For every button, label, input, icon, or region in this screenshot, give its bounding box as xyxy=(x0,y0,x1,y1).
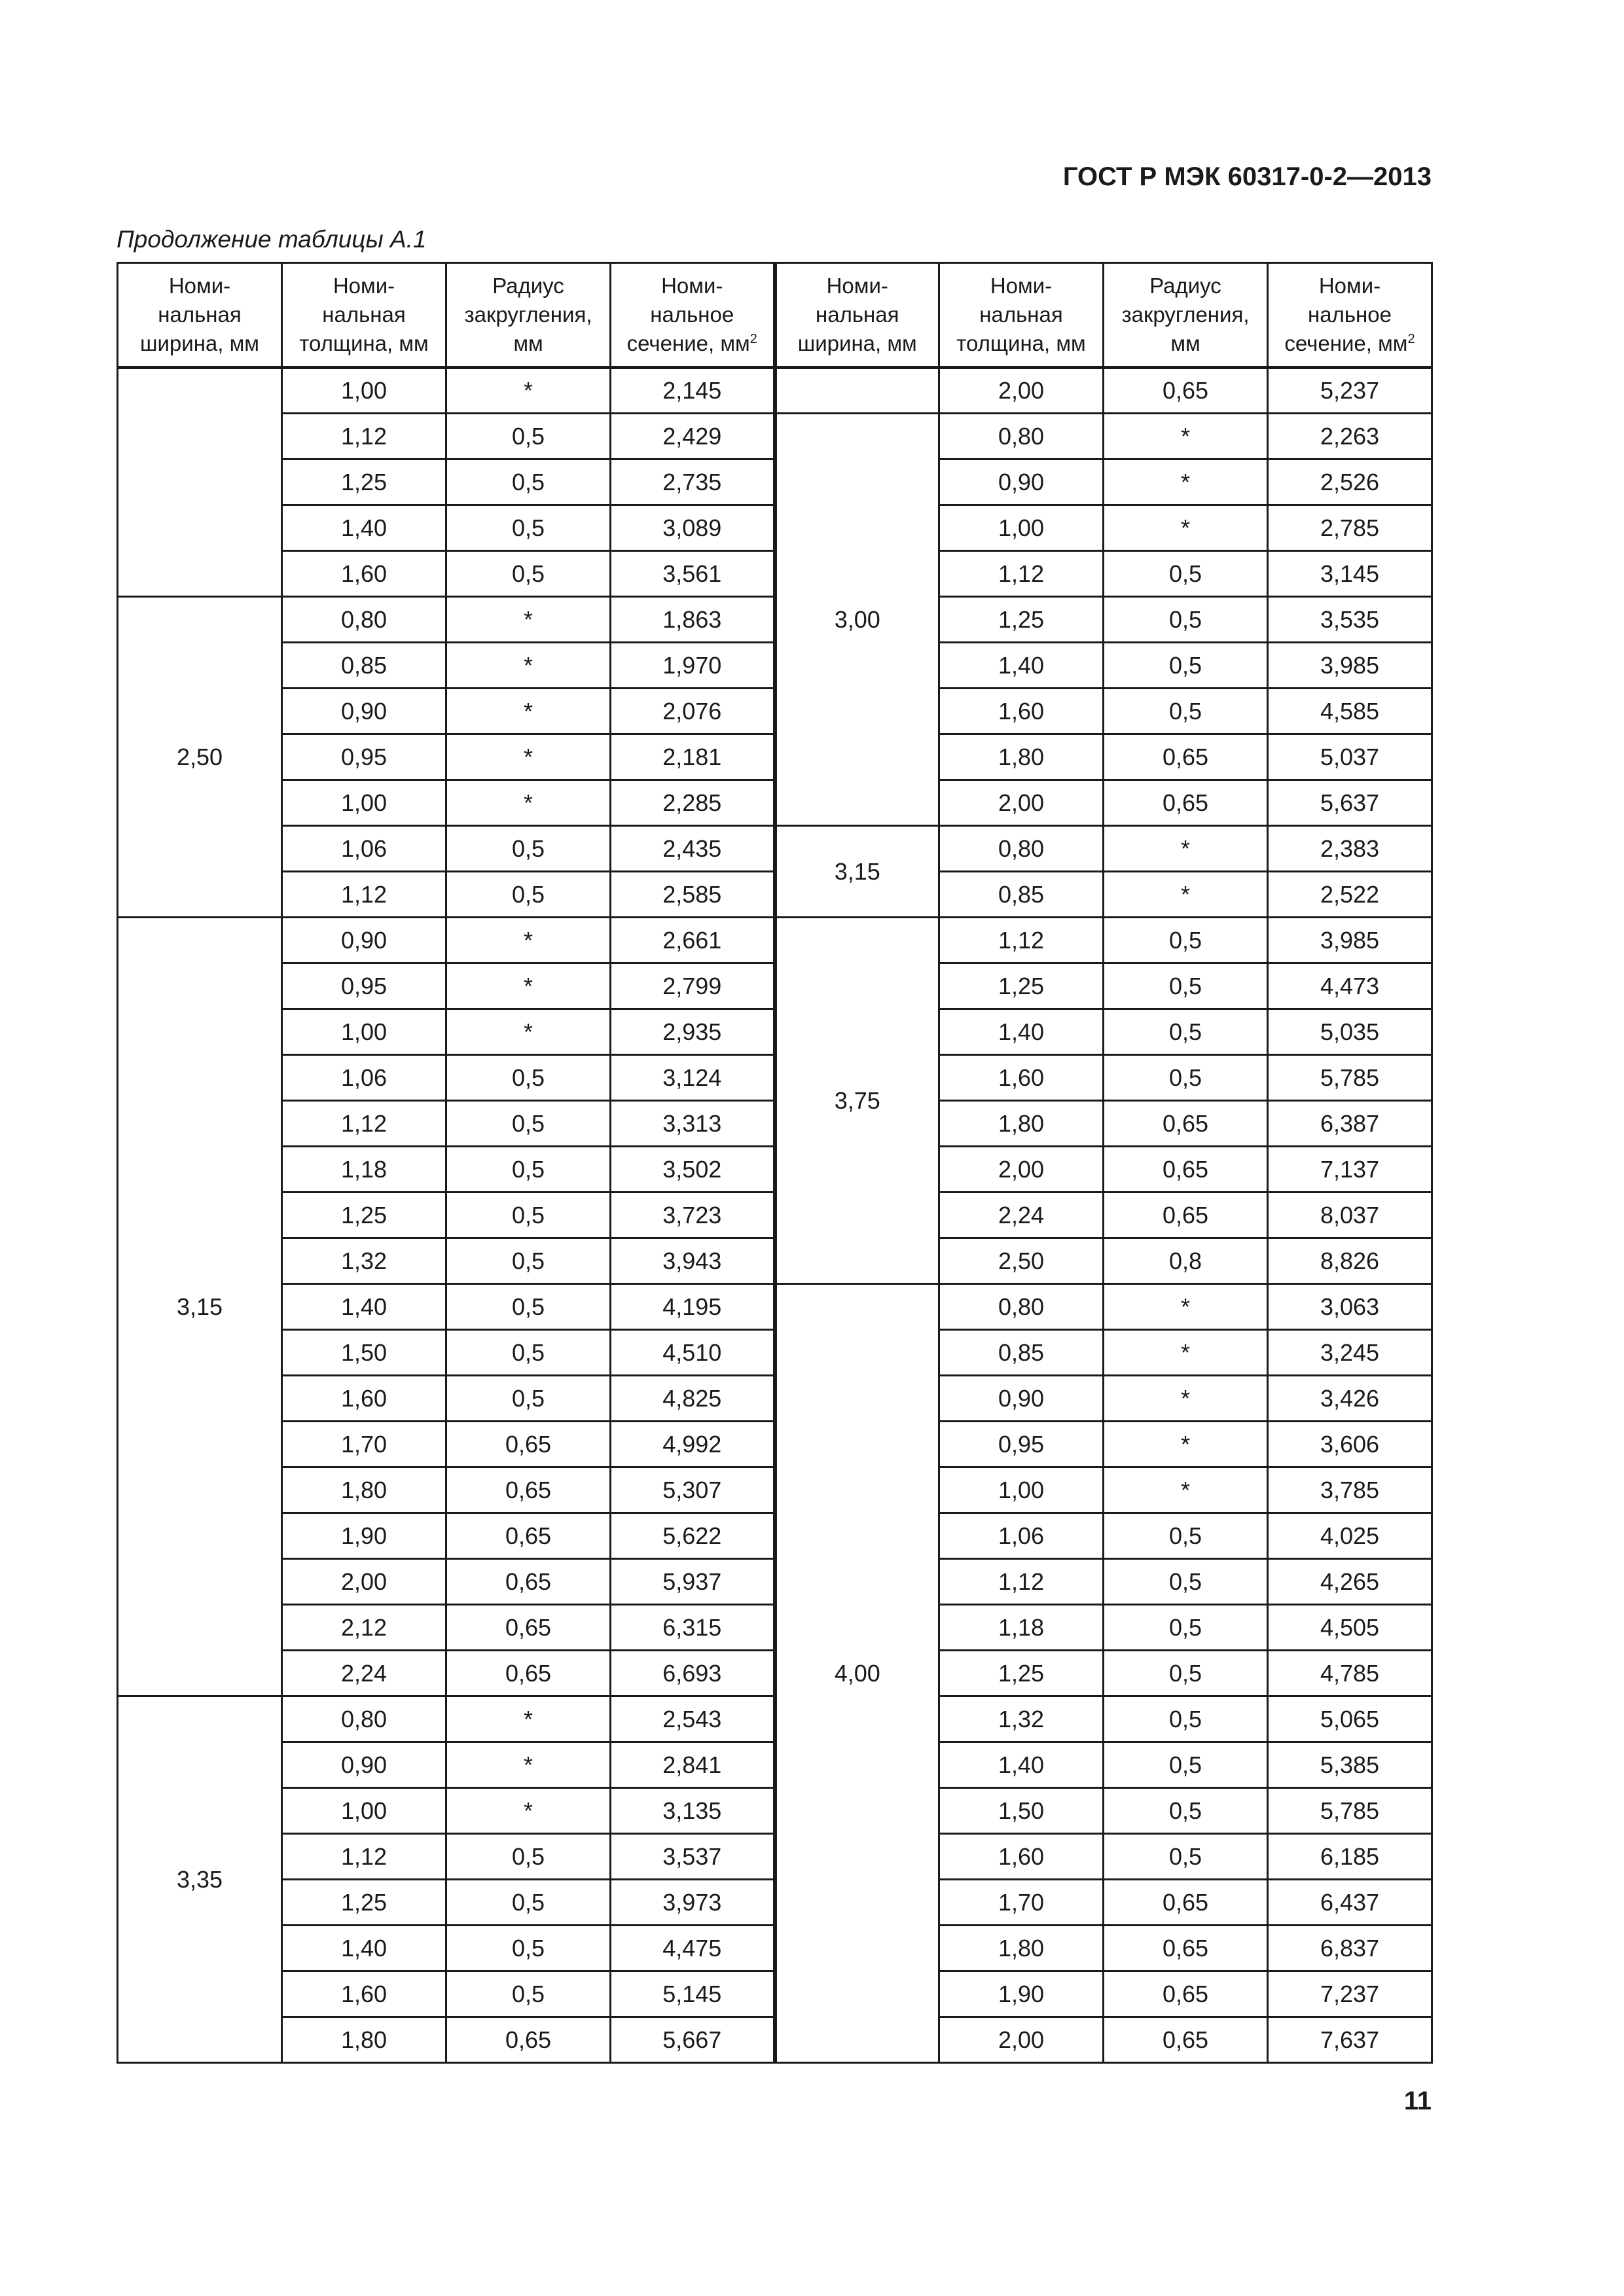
nominal-thickness-cell: 2,12 xyxy=(282,1605,446,1651)
rounding-radius-cell: * xyxy=(446,1742,611,1788)
nominal-thickness-cell: 1,60 xyxy=(282,1971,446,2017)
rounding-radius-cell: 0,65 xyxy=(1104,780,1268,826)
rounding-radius-cell: 0,5 xyxy=(1104,643,1268,689)
nominal-width-cell: 2,50 xyxy=(118,597,282,918)
nominal-width-cell: 3,00 xyxy=(775,414,939,826)
nominal-thickness-cell: 0,80 xyxy=(282,1696,446,1742)
nominal-section-cell: 2,383 xyxy=(1268,826,1432,872)
header-cell: Номи- нальная толщина, мм xyxy=(939,263,1104,368)
rounding-radius-cell: 0,5 xyxy=(1104,1055,1268,1101)
nominal-section-cell: 5,637 xyxy=(1268,780,1432,826)
nominal-section-cell: 3,537 xyxy=(611,1834,775,1880)
nominal-section-cell: 5,065 xyxy=(1268,1696,1432,1742)
nominal-section-cell: 5,307 xyxy=(611,1467,775,1513)
header-cell: Номи- нальное сечение, $мм^2$ xyxy=(611,263,775,368)
nominal-thickness-cell: 0,90 xyxy=(282,689,446,734)
rounding-radius-cell: * xyxy=(1104,826,1268,872)
nominal-section-cell: 1,863 xyxy=(611,597,775,643)
nominal-section-cell: 3,502 xyxy=(611,1147,775,1193)
nominal-section-cell: 2,076 xyxy=(611,689,775,734)
nominal-thickness-cell: 0,95 xyxy=(939,1422,1104,1467)
nominal-thickness-cell: 1,80 xyxy=(939,1101,1104,1147)
rounding-radius-cell: * xyxy=(446,689,611,734)
nominal-section-cell: 3,124 xyxy=(611,1055,775,1101)
nominal-thickness-cell: 0,80 xyxy=(939,1284,1104,1330)
nominal-thickness-cell: 2,24 xyxy=(939,1193,1104,1238)
nominal-thickness-cell: 0,90 xyxy=(282,918,446,963)
rounding-radius-cell: 0,5 xyxy=(446,1971,611,2017)
nominal-section-cell: 4,825 xyxy=(611,1376,775,1422)
nominal-thickness-cell: 1,90 xyxy=(939,1971,1104,2017)
nominal-section-cell: 3,063 xyxy=(1268,1284,1432,1330)
rounding-radius-cell: 0,65 xyxy=(1104,1926,1268,1971)
wire-dimensions-table xyxy=(117,262,1433,2064)
nominal-thickness-cell: 1,40 xyxy=(939,1009,1104,1055)
nominal-thickness-cell: 1,40 xyxy=(282,505,446,551)
nominal-section-cell: 3,606 xyxy=(1268,1422,1432,1467)
nominal-section-cell: 6,437 xyxy=(1268,1880,1432,1926)
nominal-thickness-cell: 0,90 xyxy=(939,459,1104,505)
rounding-radius-cell: 0,5 xyxy=(1104,1513,1268,1559)
rounding-radius-cell: 0,5 xyxy=(1104,1559,1268,1605)
nominal-thickness-cell: 1,00 xyxy=(282,368,446,414)
nominal-section-cell: 6,387 xyxy=(1268,1101,1432,1147)
nominal-section-cell: 1,970 xyxy=(611,643,775,689)
nominal-thickness-cell: 2,00 xyxy=(939,2017,1104,2063)
rounding-radius-cell: * xyxy=(446,1009,611,1055)
rounding-radius-cell: 0,65 xyxy=(1104,1101,1268,1147)
header-cell: Номи- нальная толщина, мм xyxy=(282,263,446,368)
nominal-thickness-cell: 0,85 xyxy=(939,1330,1104,1376)
nominal-thickness-cell: 1,25 xyxy=(282,459,446,505)
nominal-thickness-cell: 1,25 xyxy=(282,1880,446,1926)
nominal-width-cell xyxy=(118,368,282,597)
nominal-section-cell: 3,245 xyxy=(1268,1330,1432,1376)
nominal-section-cell: 6,693 xyxy=(611,1651,775,1696)
nominal-section-cell: 4,785 xyxy=(1268,1651,1432,1696)
rounding-radius-cell: 0,65 xyxy=(1104,734,1268,780)
nominal-thickness-cell: 1,50 xyxy=(939,1788,1104,1834)
rounding-radius-cell: * xyxy=(446,597,611,643)
rounding-radius-cell: * xyxy=(1104,872,1268,918)
rounding-radius-cell: * xyxy=(446,780,611,826)
nominal-section-cell: 2,522 xyxy=(1268,872,1432,918)
nominal-section-cell: 4,992 xyxy=(611,1422,775,1467)
rounding-radius-cell: * xyxy=(446,963,611,1009)
rounding-radius-cell: 0,65 xyxy=(1104,368,1268,414)
rounding-radius-cell: 0,5 xyxy=(1104,1742,1268,1788)
table-header-row xyxy=(118,263,1432,368)
nominal-section-cell: 2,526 xyxy=(1268,459,1432,505)
nominal-thickness-cell: 1,80 xyxy=(939,734,1104,780)
nominal-thickness-cell: 1,32 xyxy=(939,1696,1104,1742)
nominal-thickness-cell: 0,90 xyxy=(939,1376,1104,1422)
nominal-section-cell: 6,315 xyxy=(611,1605,775,1651)
nominal-thickness-cell: 1,60 xyxy=(939,1055,1104,1101)
rounding-radius-cell: 0,65 xyxy=(1104,1880,1268,1926)
nominal-thickness-cell: 1,12 xyxy=(939,551,1104,597)
nominal-thickness-cell: 1,60 xyxy=(939,689,1104,734)
rounding-radius-cell: * xyxy=(1104,414,1268,459)
nominal-section-cell: 3,135 xyxy=(611,1788,775,1834)
nominal-thickness-cell: 0,80 xyxy=(282,597,446,643)
table-row xyxy=(118,826,1432,872)
nominal-section-cell: 3,943 xyxy=(611,1238,775,1284)
nominal-thickness-cell: 1,06 xyxy=(282,1055,446,1101)
nominal-thickness-cell: 1,00 xyxy=(282,780,446,826)
nominal-section-cell: 5,037 xyxy=(1268,734,1432,780)
nominal-thickness-cell: 1,70 xyxy=(939,1880,1104,1926)
nominal-section-cell: 3,985 xyxy=(1268,918,1432,963)
nominal-thickness-cell: 2,00 xyxy=(939,780,1104,826)
nominal-thickness-cell: 0,80 xyxy=(939,414,1104,459)
nominal-thickness-cell: 1,18 xyxy=(939,1605,1104,1651)
rounding-radius-cell: 0,5 xyxy=(446,1926,611,1971)
nominal-section-cell: 2,799 xyxy=(611,963,775,1009)
rounding-radius-cell: 0,5 xyxy=(446,1880,611,1926)
table-row xyxy=(118,414,1432,459)
header-cell: Номи- нальная ширина, мм xyxy=(775,263,939,368)
nominal-thickness-cell: 1,80 xyxy=(282,1467,446,1513)
nominal-thickness-cell: 1,00 xyxy=(282,1009,446,1055)
rounding-radius-cell: 0,5 xyxy=(1104,1009,1268,1055)
rounding-radius-cell: * xyxy=(1104,1467,1268,1513)
nominal-section-cell: 4,473 xyxy=(1268,963,1432,1009)
rounding-radius-cell: 0,5 xyxy=(446,1193,611,1238)
nominal-thickness-cell: 1,40 xyxy=(939,643,1104,689)
rounding-radius-cell: 0,65 xyxy=(446,1513,611,1559)
nominal-section-cell: 5,937 xyxy=(611,1559,775,1605)
nominal-thickness-cell: 1,60 xyxy=(282,551,446,597)
rounding-radius-cell: 0,5 xyxy=(446,872,611,918)
nominal-width-cell: 3,15 xyxy=(775,826,939,918)
nominal-thickness-cell: 1,25 xyxy=(939,963,1104,1009)
nominal-thickness-cell: 1,00 xyxy=(282,1788,446,1834)
nominal-section-cell: 3,145 xyxy=(1268,551,1432,597)
rounding-radius-cell: 0,5 xyxy=(1104,963,1268,1009)
table-row xyxy=(118,1284,1432,1330)
rounding-radius-cell: 0,65 xyxy=(1104,2017,1268,2063)
header-cell: Номи- нальное сечение, $мм^2$ xyxy=(1268,263,1432,368)
rounding-radius-cell: 0,5 xyxy=(1104,1696,1268,1742)
header-cell: Радиус закругления, мм xyxy=(446,263,611,368)
nominal-thickness-cell: 1,12 xyxy=(282,1101,446,1147)
nominal-section-cell: 3,313 xyxy=(611,1101,775,1147)
nominal-section-cell: 5,785 xyxy=(1268,1055,1432,1101)
nominal-section-cell: 4,585 xyxy=(1268,689,1432,734)
document-header: ГОСТ Р МЭК 60317-0-2—2013 xyxy=(1062,162,1432,191)
rounding-radius-cell: 0,65 xyxy=(1104,1147,1268,1193)
nominal-thickness-cell: 0,95 xyxy=(282,734,446,780)
nominal-thickness-cell: 1,32 xyxy=(282,1238,446,1284)
rounding-radius-cell: 0,5 xyxy=(446,459,611,505)
rounding-radius-cell: * xyxy=(446,643,611,689)
nominal-section-cell: 3,723 xyxy=(611,1193,775,1238)
rounding-radius-cell: 0,5 xyxy=(446,1147,611,1193)
rounding-radius-cell: 0,5 xyxy=(1104,597,1268,643)
rounding-radius-cell: 0,5 xyxy=(446,1834,611,1880)
rounding-radius-cell: 0,5 xyxy=(1104,551,1268,597)
rounding-radius-cell: 0,5 xyxy=(446,1376,611,1422)
rounding-radius-cell: * xyxy=(446,734,611,780)
rounding-radius-cell: * xyxy=(1104,1284,1268,1330)
rounding-radius-cell: 0,5 xyxy=(1104,918,1268,963)
nominal-thickness-cell: 2,00 xyxy=(282,1559,446,1605)
nominal-thickness-cell: 1,40 xyxy=(282,1926,446,1971)
nominal-section-cell: 6,185 xyxy=(1268,1834,1432,1880)
nominal-width-cell: 3,75 xyxy=(775,918,939,1284)
nominal-section-cell: 3,561 xyxy=(611,551,775,597)
rounding-radius-cell: 0,5 xyxy=(1104,1834,1268,1880)
nominal-section-cell: 5,145 xyxy=(611,1971,775,2017)
rounding-radius-cell: * xyxy=(1104,505,1268,551)
table-row xyxy=(118,368,1432,414)
nominal-thickness-cell: 1,18 xyxy=(282,1147,446,1193)
nominal-section-cell: 2,263 xyxy=(1268,414,1432,459)
nominal-section-cell: 2,435 xyxy=(611,826,775,872)
rounding-radius-cell: 0,65 xyxy=(446,1467,611,1513)
rounding-radius-cell: 0,8 xyxy=(1104,1238,1268,1284)
rounding-radius-cell: 0,5 xyxy=(446,1055,611,1101)
nominal-section-cell: 2,145 xyxy=(611,368,775,414)
nominal-thickness-cell: 1,80 xyxy=(939,1926,1104,1971)
nominal-thickness-cell: 1,50 xyxy=(282,1330,446,1376)
rounding-radius-cell: 0,65 xyxy=(1104,1971,1268,2017)
nominal-section-cell: 4,025 xyxy=(1268,1513,1432,1559)
nominal-thickness-cell: 1,12 xyxy=(939,1559,1104,1605)
nominal-section-cell: 8,037 xyxy=(1268,1193,1432,1238)
nominal-section-cell: 2,735 xyxy=(611,459,775,505)
rounding-radius-cell: * xyxy=(446,1788,611,1834)
nominal-section-cell: 2,285 xyxy=(611,780,775,826)
rounding-radius-cell: 0,5 xyxy=(1104,1605,1268,1651)
nominal-thickness-cell: 1,60 xyxy=(939,1834,1104,1880)
rounding-radius-cell: * xyxy=(1104,459,1268,505)
nominal-section-cell: 4,195 xyxy=(611,1284,775,1330)
nominal-section-cell: 8,826 xyxy=(1268,1238,1432,1284)
nominal-section-cell: 5,667 xyxy=(611,2017,775,2063)
rounding-radius-cell: 0,5 xyxy=(446,1284,611,1330)
rounding-radius-cell: 0,5 xyxy=(446,414,611,459)
nominal-section-cell: 2,429 xyxy=(611,414,775,459)
nominal-width-cell xyxy=(775,368,939,414)
nominal-section-cell: 2,841 xyxy=(611,1742,775,1788)
nominal-section-cell: 2,785 xyxy=(1268,505,1432,551)
nominal-section-cell: 2,543 xyxy=(611,1696,775,1742)
nominal-thickness-cell: 0,85 xyxy=(282,643,446,689)
nominal-thickness-cell: 2,24 xyxy=(282,1651,446,1696)
nominal-thickness-cell: 1,00 xyxy=(939,1467,1104,1513)
nominal-width-cell: 4,00 xyxy=(775,1284,939,2063)
nominal-thickness-cell: 1,80 xyxy=(282,2017,446,2063)
rounding-radius-cell: * xyxy=(1104,1422,1268,1467)
nominal-thickness-cell: 0,90 xyxy=(282,1742,446,1788)
nominal-section-cell: 4,475 xyxy=(611,1926,775,1971)
nominal-thickness-cell: 2,00 xyxy=(939,1147,1104,1193)
rounding-radius-cell: 0,65 xyxy=(446,1651,611,1696)
rounding-radius-cell: 0,5 xyxy=(446,551,611,597)
rounding-radius-cell: 0,5 xyxy=(446,1101,611,1147)
nominal-section-cell: 7,637 xyxy=(1268,2017,1432,2063)
table-caption: Продолжение таблицы А.1 xyxy=(117,226,427,253)
nominal-section-cell: 3,985 xyxy=(1268,643,1432,689)
nominal-section-cell: 5,622 xyxy=(611,1513,775,1559)
nominal-section-cell: 3,089 xyxy=(611,505,775,551)
nominal-thickness-cell: 1,25 xyxy=(939,597,1104,643)
nominal-thickness-cell: 1,12 xyxy=(282,414,446,459)
nominal-section-cell: 6,837 xyxy=(1268,1926,1432,1971)
nominal-section-cell: 7,237 xyxy=(1268,1971,1432,2017)
nominal-thickness-cell: 1,06 xyxy=(282,826,446,872)
nominal-thickness-cell: 1,25 xyxy=(282,1193,446,1238)
nominal-thickness-cell: 1,40 xyxy=(282,1284,446,1330)
rounding-radius-cell: 0,5 xyxy=(1104,1788,1268,1834)
rounding-radius-cell: 0,65 xyxy=(446,1559,611,1605)
rounding-radius-cell: 0,5 xyxy=(446,826,611,872)
nominal-section-cell: 2,661 xyxy=(611,918,775,963)
nominal-section-cell: 2,181 xyxy=(611,734,775,780)
nominal-section-cell: 5,785 xyxy=(1268,1788,1432,1834)
nominal-thickness-cell: 1,00 xyxy=(939,505,1104,551)
nominal-section-cell: 5,035 xyxy=(1268,1009,1432,1055)
nominal-section-cell: 7,137 xyxy=(1268,1147,1432,1193)
header-cell: Радиус закругления, мм xyxy=(1104,263,1268,368)
rounding-radius-cell: * xyxy=(1104,1376,1268,1422)
nominal-section-cell: 5,385 xyxy=(1268,1742,1432,1788)
nominal-section-cell: 4,505 xyxy=(1268,1605,1432,1651)
nominal-thickness-cell: 0,80 xyxy=(939,826,1104,872)
nominal-width-cell: 3,15 xyxy=(118,918,282,1696)
nominal-thickness-cell: 1,12 xyxy=(282,1834,446,1880)
rounding-radius-cell: * xyxy=(446,368,611,414)
nominal-thickness-cell: 2,50 xyxy=(939,1238,1104,1284)
rounding-radius-cell: 0,65 xyxy=(446,1422,611,1467)
rounding-radius-cell: 0,5 xyxy=(446,505,611,551)
rounding-radius-cell: 0,65 xyxy=(446,2017,611,2063)
nominal-thickness-cell: 0,85 xyxy=(939,872,1104,918)
header-cell: Номи- нальная ширина, мм xyxy=(118,263,282,368)
rounding-radius-cell: * xyxy=(446,918,611,963)
nominal-thickness-cell: 1,40 xyxy=(939,1742,1104,1788)
nominal-section-cell: 3,426 xyxy=(1268,1376,1432,1422)
nominal-section-cell: 4,510 xyxy=(611,1330,775,1376)
rounding-radius-cell: * xyxy=(1104,1330,1268,1376)
nominal-thickness-cell: 1,12 xyxy=(939,918,1104,963)
rounding-radius-cell: 0,65 xyxy=(446,1605,611,1651)
nominal-section-cell: 2,935 xyxy=(611,1009,775,1055)
nominal-section-cell: 3,973 xyxy=(611,1880,775,1926)
table-row xyxy=(118,918,1432,963)
nominal-section-cell: 4,265 xyxy=(1268,1559,1432,1605)
nominal-thickness-cell: 1,70 xyxy=(282,1422,446,1467)
nominal-thickness-cell: 1,12 xyxy=(282,872,446,918)
table-body xyxy=(118,368,1432,2063)
nominal-section-cell: 2,585 xyxy=(611,872,775,918)
nominal-thickness-cell: 0,95 xyxy=(282,963,446,1009)
rounding-radius-cell: 0,65 xyxy=(1104,1193,1268,1238)
nominal-width-cell: 3,35 xyxy=(118,1696,282,2063)
nominal-thickness-cell: 1,06 xyxy=(939,1513,1104,1559)
rounding-radius-cell: 0,5 xyxy=(1104,1651,1268,1696)
rounding-radius-cell: 0,5 xyxy=(446,1330,611,1376)
rounding-radius-cell: 0,5 xyxy=(446,1238,611,1284)
nominal-section-cell: 3,535 xyxy=(1268,597,1432,643)
rounding-radius-cell: 0,5 xyxy=(1104,689,1268,734)
nominal-thickness-cell: 1,25 xyxy=(939,1651,1104,1696)
nominal-thickness-cell: 2,00 xyxy=(939,368,1104,414)
nominal-thickness-cell: 1,90 xyxy=(282,1513,446,1559)
page-number: 11 xyxy=(1403,2087,1432,2115)
nominal-section-cell: 5,237 xyxy=(1268,368,1432,414)
nominal-thickness-cell: 1,60 xyxy=(282,1376,446,1422)
nominal-section-cell: 3,785 xyxy=(1268,1467,1432,1513)
rounding-radius-cell: * xyxy=(446,1696,611,1742)
